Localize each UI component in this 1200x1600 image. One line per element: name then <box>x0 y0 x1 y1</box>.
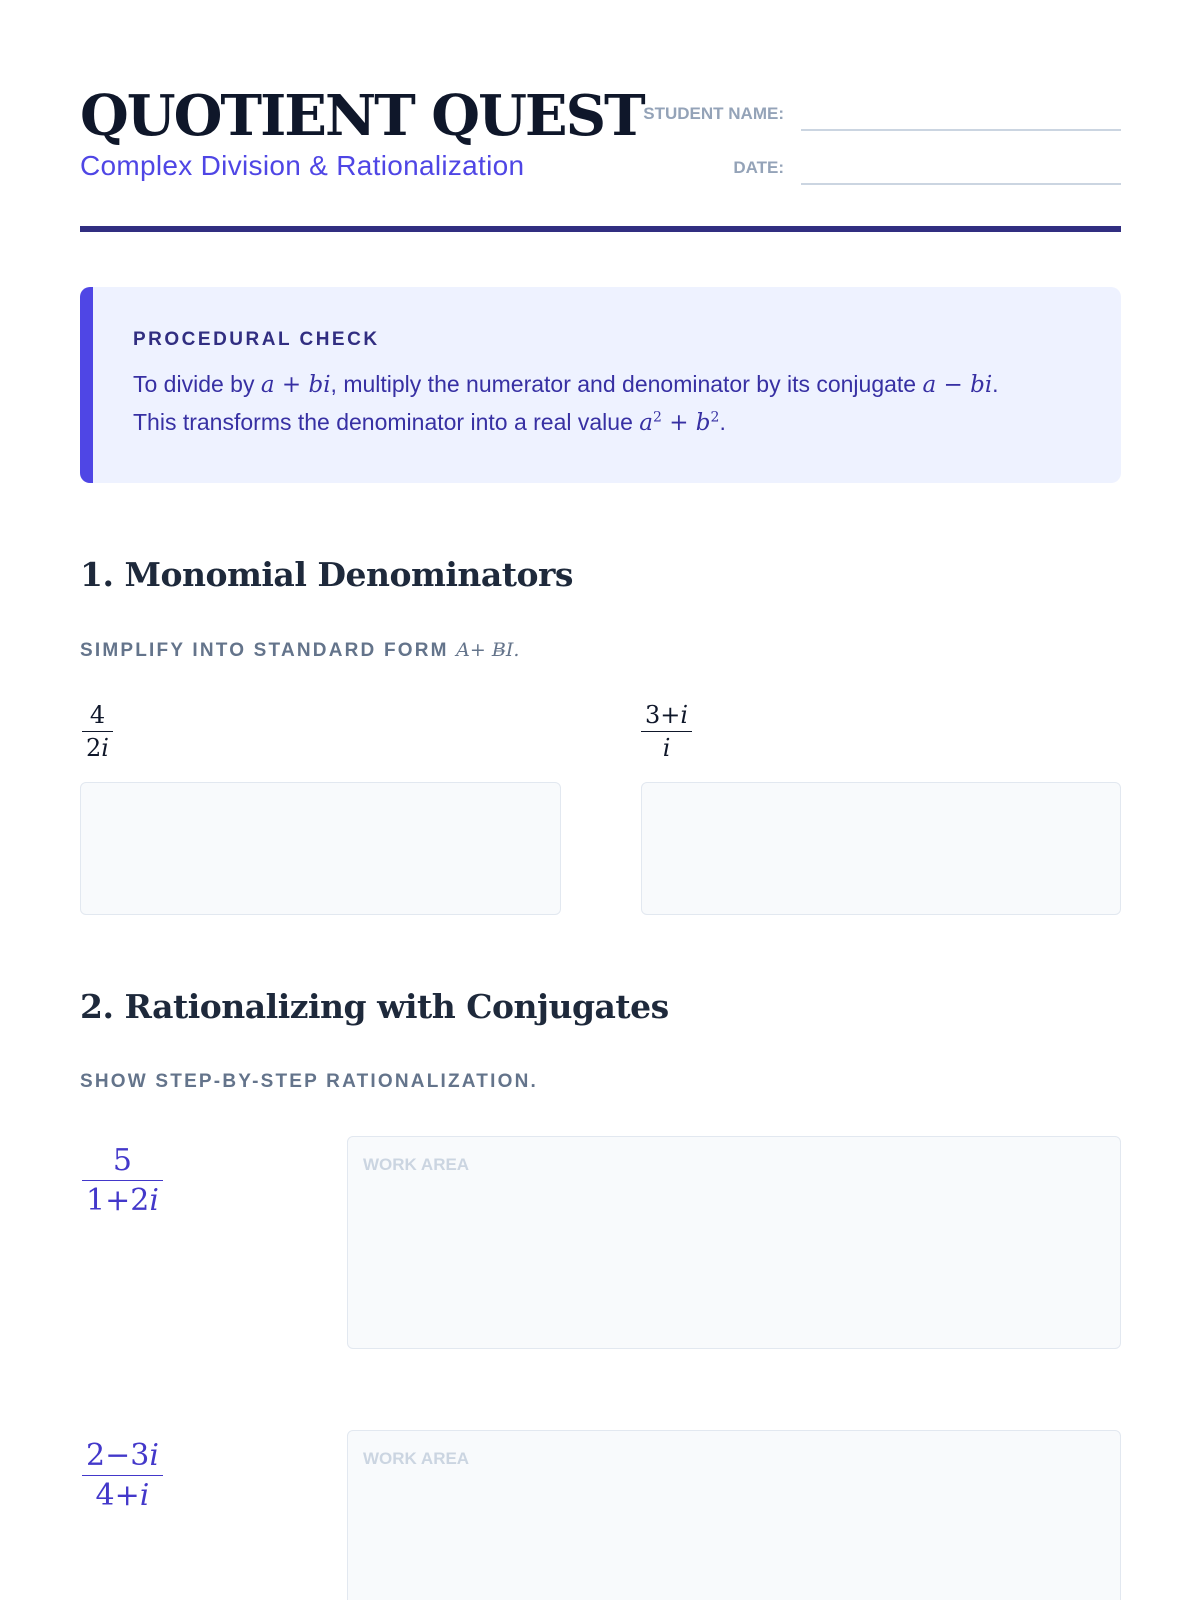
work-area-2a[interactable] <box>347 1136 1121 1349</box>
section-1-heading: 1. Monomial Denominators <box>80 555 574 594</box>
fraction-bar <box>82 1180 163 1181</box>
problem-1a-fraction <box>82 701 113 762</box>
student-name-field[interactable] <box>801 129 1121 131</box>
section-2-heading: 2. Rationalizing with Conjugates <box>80 987 669 1026</box>
section-1-instruction <box>80 639 519 662</box>
section-2-instruction: SHOW STEP-BY-STEP RATIONALIZATION. <box>80 1071 538 1092</box>
callout-math: + <box>661 410 696 436</box>
worksheet-page <box>80 0 1120 1600</box>
callout-math: a + bi <box>260 372 331 398</box>
callout-math: b <box>695 410 711 436</box>
student-name-label: STUDENT NAME: <box>643 104 784 123</box>
fraction-bar <box>82 1475 163 1476</box>
fraction-denominator: 4+i <box>95 1478 150 1513</box>
callout-line-2 <box>133 409 726 436</box>
date-field[interactable] <box>801 183 1121 185</box>
instruction-text: SIMPLIFY INTO STANDARD FORM <box>80 640 449 661</box>
callout-exponent: 2 <box>652 409 662 426</box>
callout-text: To divide by <box>133 371 261 397</box>
fraction-bar <box>641 731 692 732</box>
fraction-numerator: 3+i <box>645 701 689 729</box>
callout-math: a <box>639 410 653 436</box>
answer-box-1a[interactable] <box>80 782 561 915</box>
callout-title: PROCEDURAL CHECK <box>133 329 380 350</box>
fraction-bar <box>82 731 113 732</box>
problem-2b-fraction <box>82 1438 163 1513</box>
problem-2a-fraction <box>82 1143 163 1218</box>
answer-box-1b[interactable] <box>641 782 1121 915</box>
work-area-2b[interactable] <box>347 1430 1121 1600</box>
fraction-denominator: i <box>662 734 671 762</box>
instruction-math: A+ B̶I. <box>456 639 520 661</box>
callout-text: . <box>992 371 999 397</box>
callout-text: This transforms the denominator into a real value <box>133 409 640 435</box>
callout-exponent: 2 <box>710 409 720 426</box>
fraction-denominator: 2i <box>86 734 109 762</box>
procedural-check-callout <box>80 287 1121 483</box>
fraction-numerator: 2−3i <box>86 1438 159 1473</box>
problem-1b-fraction <box>641 701 692 762</box>
callout-text: , multiply the numerator and denominator by its conjugate <box>330 371 923 397</box>
fraction-numerator: 4 <box>89 701 106 729</box>
callout-line-1 <box>133 371 999 398</box>
fraction-denominator: 1+2i <box>86 1183 159 1218</box>
work-area-label: WORK AREA <box>363 1449 470 1468</box>
work-area-label: WORK AREA <box>363 1155 470 1174</box>
callout-accent-bar <box>80 287 93 483</box>
callout-math: a − bi <box>922 372 993 398</box>
fraction-numerator: 5 <box>112 1143 133 1178</box>
date-label: DATE: <box>733 158 784 177</box>
page-title: QUOTIENT QUEST <box>80 83 644 149</box>
page-subtitle: Complex Division & Rationalization <box>80 150 525 181</box>
callout-text: . <box>719 409 726 435</box>
header-divider <box>80 226 1121 232</box>
